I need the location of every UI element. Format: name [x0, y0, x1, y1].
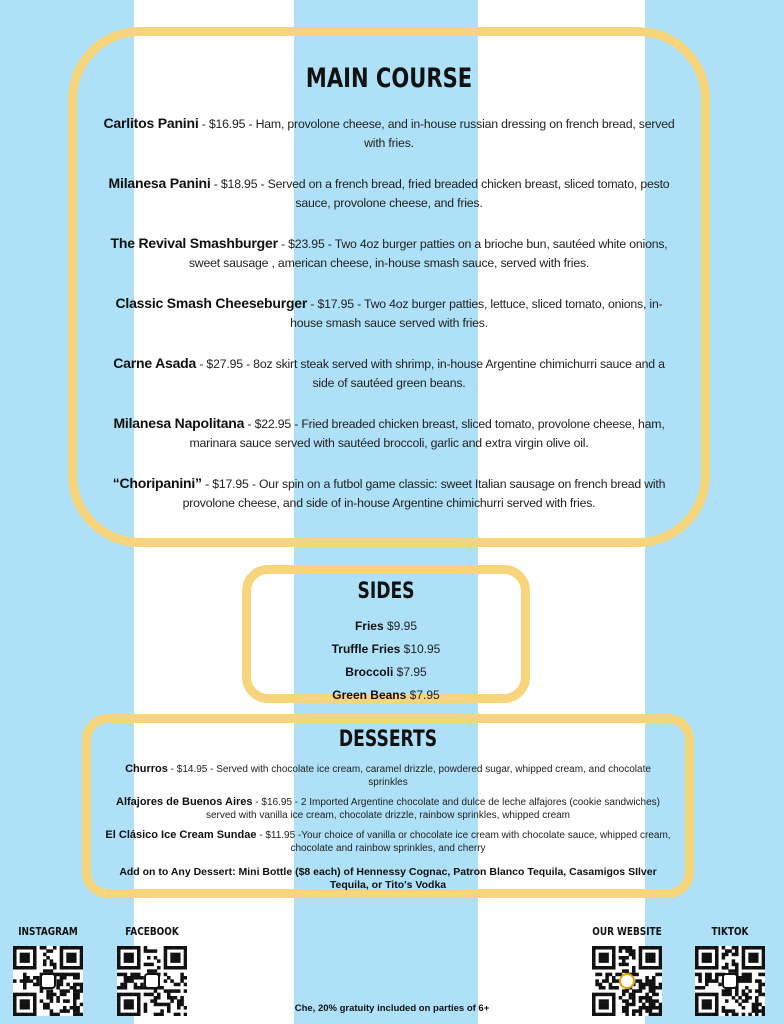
menu-item [103, 294, 675, 333]
website-label: OUR WEBSITE [592, 926, 662, 938]
side-name: Truffle Fries [331, 642, 401, 656]
menu-item [103, 174, 675, 213]
dessert-item [105, 763, 671, 789]
item-name: Carne Asada [113, 355, 197, 371]
sides-section [242, 565, 530, 703]
facebook-label: FACEBOOK [125, 926, 179, 938]
dessert-name: Churros [125, 763, 168, 775]
dessert-name: El Clásico Ice Cream Sundae [105, 829, 257, 841]
tiktok-icon [722, 973, 738, 989]
item-name: “Choripanini” [112, 475, 202, 491]
side-name: Green Beans [332, 688, 407, 702]
sides-title: SIDES [357, 579, 415, 604]
item-details: - $23.95 - Two 4oz burger patties on a brioche bun, sautéed white onions, sweet sausage , american cheese, in-house smash sauce, served with fries. [188, 237, 668, 270]
side-item [251, 684, 521, 707]
item-name: Milanesa Panini [108, 175, 211, 191]
side-price: $7.95 [393, 665, 427, 679]
desserts-list [105, 763, 671, 902]
item-details: - $22.95 - Fried breaded chicken breast, sliced tomato, provolone cheese, ham, marinara sauce served with sautéed broccoli, garlic and extra virgin olive oil. [189, 417, 665, 450]
item-details: - $27.95 - 8oz skirt steak served with shrimp, in-house Argentine chimichurri sauce and a side of sautéed green beans. [196, 357, 665, 390]
side-item [251, 615, 521, 638]
item-name: The Revival Smashburger [110, 235, 278, 251]
main-course-title: MAIN COURSE [305, 63, 473, 94]
main-course-list [103, 114, 675, 534]
menu-item [103, 234, 675, 273]
side-price: $9.95 [383, 619, 418, 633]
gratuity-note: Che, 20% gratuity included on parties of 6+ [294, 1003, 490, 1014]
side-name: Fries [354, 619, 384, 633]
side-item [251, 638, 521, 661]
side-price: $7.95 [406, 688, 440, 702]
item-name: Classic Smash Cheeseburger [115, 295, 308, 311]
facebook-icon [144, 973, 160, 989]
menu-item [103, 354, 675, 393]
side-item [251, 661, 521, 684]
side-name: Broccoli [345, 665, 394, 679]
tiktok-label: TIKTOK [711, 926, 749, 938]
dessert-name: Alfajores de Buenos Aires [116, 796, 253, 808]
desserts-section [82, 714, 694, 898]
item-details: - $17.95 - Our spin on a futbol game classic: sweet Italian sausage on french bread with provolone cheese, and side of in-house Argentine chimichurri served with fries. [182, 477, 666, 510]
item-name: Milanesa Napolitana [113, 415, 245, 431]
dessert-item [105, 796, 671, 822]
dessert-addon-note: Add on to Any Dessert: Mini Bottle ($8 each) of Hennessy Cognac, Patron Blanco Tequila, Casamigos SIlver Tequila, or Tito's Vodka [119, 865, 657, 891]
dessert-details: - $14.95 - Served with chocolate ice cream, caramel drizzle, powdered sugar, whipped cream, and chocolate sprinkles [167, 764, 651, 788]
instagram-icon [40, 973, 56, 989]
menu-item [103, 474, 675, 513]
website-logo-icon [619, 973, 635, 989]
item-name: Carlitos Panini [103, 115, 199, 131]
dessert-item [105, 829, 671, 855]
instagram-label: INSTAGRAM [18, 926, 78, 938]
item-details: - $17.95 - Two 4oz burger patties, lettuce, sliced tomato, onions, in-house smash sauce served with fries. [290, 297, 663, 330]
menu-item [103, 114, 675, 153]
dessert-details: - $16.95 - 2 Imported Argentine chocolate and dulce de leche alfajores (cookie sandwiches) served with vanilla ice cream, chocolate drizzle, rainbow sprinkles, whipped cream [205, 797, 660, 821]
side-price: $10.95 [400, 642, 441, 656]
dessert-details: - $11.95 -Your choice of vanilla or chocolate ice cream with chocolate sauce, whipped cream, chocolate and rainbow sprinkles, and cherry [256, 830, 671, 854]
menu-item [103, 414, 675, 453]
main-course-section [68, 27, 710, 547]
item-details: - $18.95 - Served on a french bread, fried breaded chicken breast, sliced tomato, pesto sauce, provolone cheese, and fries. [210, 177, 670, 210]
item-details: - $16.95 - Ham, provolone cheese, and in-house russian dressing on french bread, served with fries. [198, 117, 675, 150]
sides-list [251, 615, 521, 707]
desserts-title: DESSERTS [338, 727, 438, 752]
